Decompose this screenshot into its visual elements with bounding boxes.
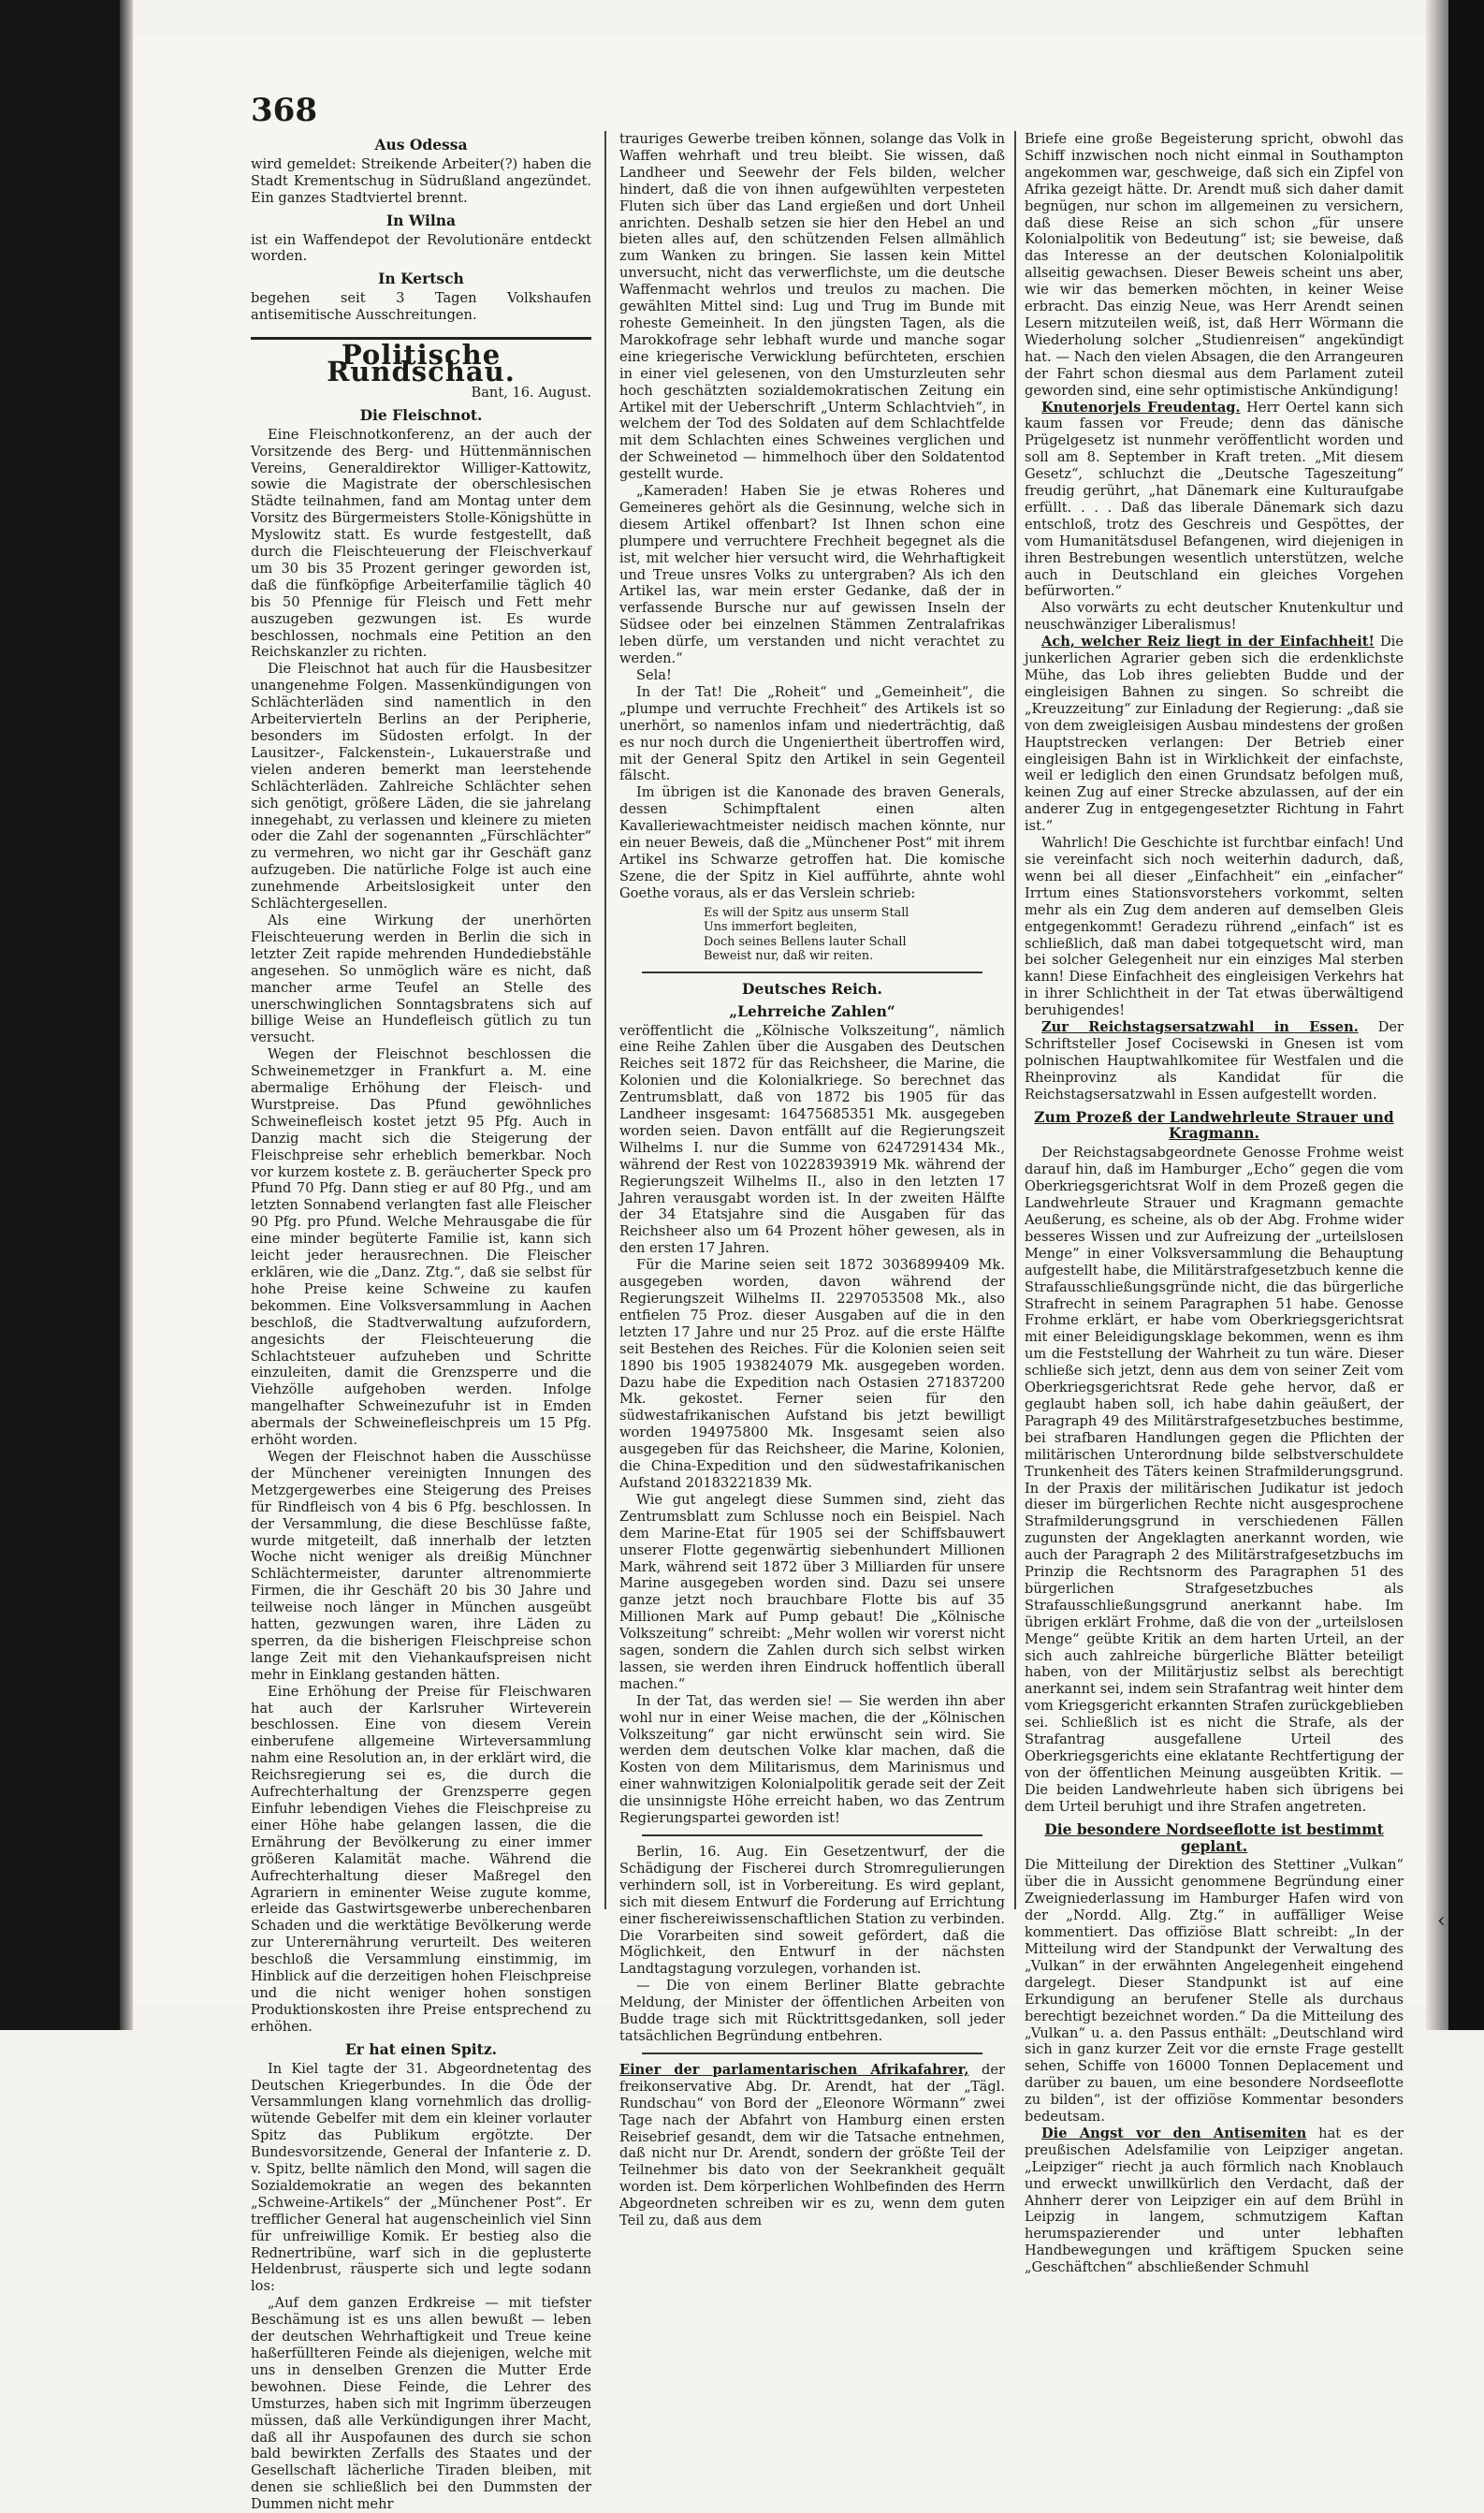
page-number: 368 — [251, 92, 317, 129]
paragraph: „Kameraden! Haben Sie je etwas Roheres und Gemeineres gehört als die Gesinnung, welche sich in diesem Artikel offenbart? Ist Ihnen schon eine plumpere und verruchtere Frechheit begegnet als die ist, mit welcher hier versucht wird, die Wehrhaftigkeit und Treue unsres Volks zu untergraben? Als ich den Artikel las, war mein erster Gedanke, daß der in verfassende Bursche nur auf gewissen Inseln der Südsee oder bei einzelnen Stämmen Zentralafrikas leben dürfe, um verstanden und nicht verachtet zu werden.“ — [619, 483, 1005, 667]
heading-knutenorjels: Knutenorjels Freudentag. — [1041, 399, 1241, 416]
paragraph: Für die Marine seien seit 1872 3036899409 Mk. ausgegeben worden, davon während der Regierungszeit Wilhelms II. 2297053508 Mk., also entfielen 75 Proz. dieser Ausgaben auf die in den letzten 17 Jahre und nur 25 Proz. auf die erste Hälfte seit Bestehen des Reiches. Für die Kolonien seien seit 1890 bis 1905 193824079 Mk. ausgegeben worden. Dazu habe die Expedition nach Ostasien 271837200 Mk. gekostet. Ferner seien für den südwestafrikanischen Aufstand bis jetzt bewilligt worden 194975800 Mk. Insgesamt seien also ausgegeben für das Reichsheer, die Marine, Kolonien, die China-Expedition und den südwestafrikanischen Aufstand 20183221839 Mk. — [619, 1257, 1005, 1491]
paragraph: Wegen der Fleischnot haben die Ausschüsse der Münchener vereinigten Innungen des Metzgergewerbes eine Steigerung des Preises für Rindfleisch von 4 bis 6 Pfg. beschlossen. In der Versammlung, die diese Beschlüsse faßte, wurde mitgeteilt, daß innerhalb der letzten Woche nicht weniger als dreißig Münchner Schlächtermeister, darunter altrenommierte Firmen, die ihr Geschäft 20 bis 30 Jahre und teilweise noch länger in München ausgeübt hatten, gezwungen waren, ihre Läden zu sperren, da die bisherigen Fleischpreise schon lange Zeit mit den Viehankaufspreisen nicht mehr in Einklang gestanden hätten. — [251, 1448, 591, 1683]
paragraph: ist ein Waffendepot der Revolutionäre entdeckt worden. — [251, 231, 591, 265]
heading-afrikafahrer: Einer der parlamentarischen Afrikafahrer, — [619, 2061, 969, 2078]
paragraph: Berlin, 16. Aug. Ein Gesetzentwurf, der die Schädigung der Fischerei durch Stromregulierungen verhindern soll, ist in Vorbereitung. Es wird geplant, sich mit diesem Entwurf die Forderung auf Errichtung einer fischereiwissenschaftlichen Station zu verbinden. Die Vorarbeiten sind soweit gefördert, daß die Möglichkeit, den Entwurf in der nächsten Landtagstagung vorzulegen, vorhanden ist. — [619, 1844, 1005, 1978]
heading-antisemiten: Die Angst vor den Antisemiten — [1041, 2125, 1307, 2141]
paragraph: hat es der preußischen Adelsfamilie von Leipziger angetan. „Leipziger“ riecht ja auch förmlich nach Knoblauch und erweckt unwillkürlich den Verdacht, daß der Ahnherr derer von Leipziger ein auf dem Brühl in Leipzig in langem, schmutzigem Kaftan herumspazierender und unter lebhaften Handbewegungen und kräftigem Spucken seine „Geschäftchen“ abschließender Schmuhl — [1025, 2125, 1404, 2276]
heading-reichstagsersatzwahl: Zur Reichstagsersatzwahl in Essen. — [1041, 1019, 1359, 1036]
heading-deutsches-reich: Deutsches Reich. — [742, 979, 882, 998]
column-1 — [251, 131, 591, 2513]
heading-odessa: Aus Odessa — [374, 136, 468, 153]
page-right-edge — [1426, 0, 1448, 2030]
heading-einfachheit: Ach, welcher Reiz liegt in der Einfachheit! — [1041, 634, 1375, 650]
heading-prozess: Zum Prozeß der Landwehrleute Strauer und Kragmann. — [1034, 1107, 1394, 1143]
separator — [642, 1834, 982, 1836]
paragraph: Die Mitteilung der Direktion des Stettiner „Vulkan“ über die in Aussicht genommene Begründung einer Zweigniederlassung im Hamburger Hafen wird von der „Nordd. Allg. Ztg.“ in auffälliger Weise kommentiert. Das offiziöse Blatt schreibt: „In der Mitteilung wird der Standpunkt der Verwaltung des „Vulkan“ in der erwähnten Angelegenheit eingehend dargelegt. Dieser Standpunkt ist auf eine Erkundigung an berufener Stelle als durchaus berechtigt bezeichnet worden.“ Da die Mitteilung des „Vulkan“ u. a. den Passus enthält: „Deutschland wird sich in ganz kurzer Zeit vor die ernste Frage gestellt sehen, Schiffe von 16000 Tonnen Deplacement und darüber zu bauen, um eine besondere Nordseeflotte zu bilden“, ist der offiziöse Kommentar besonders bedeutsam. — [1025, 1857, 1404, 2126]
paragraph: Eine Fleischnotkonferenz, an der auch der Vorsitzende des Berg- und Hüttenmännischen Vereins, Generaldirektor Williger-Kattowitz, sowie die Magistrate der oberschlesischen Städte teilnahmen, fand am Montag unter dem Vorsitz des Bürgermeisters Stolle-Königshütte in Myslowitz statt. Es wurde festgestellt, daß durch die Fleischteuerung der Fleischverkauf um 30 bis 35 Prozent geringer geworden ist, daß die fünfköpfige Arbeiterfamilie täglich 40 bis 50 Pfennige für Fleisch und Fett mehr auszugeben gezwungen ist. Es wurde beschlossen, nochmals eine Petition an den Reichskanzler zu richten. — [251, 426, 591, 661]
paragraph: In der Tat! Die „Roheit“ und „Gemeinheit“, die „plumpe und verruchte Frechheit“ des Artikels ist so unerhört, so namenlos infam und niederträchtig, daß es nur noch durch die Ungeniertheit übertroffen wird, mit der General Spitz den Artikel in sein Gegenteil fälscht. — [619, 683, 1005, 784]
margin-mark: ‹ — [1437, 1909, 1446, 1933]
paragraph: wird gemeldet: Streikende Arbeiter(?) haben die Stadt Krementschug in Südrußland angezündet. Ein ganzes Stadtviertel brennt. — [251, 155, 591, 206]
paragraph: Wie gut angelegt diese Summen sind, zieht das Zentrumsblatt zum Schlusse noch ein Beispiel. Nach dem Marine-Etat für 1905 sei der Schiffsbauwert unserer Flotte gegenwärtig siebenhundert Millionen Mark, während seit 1872 über 3 Milliarden für unsere Marine ausgegeben worden sind. Dazu sei unsere ganze jetzt noch brauchbare Flotte bis auf 35 Millionen Mark auf Pump gebaut! Die „Kölnische Volkszeitung“ schreibt: „Mehr wollen wir vorerst nicht sagen, sondern die Zahlen durch sich selbst wirken lassen, sie werden ihren Eindruck hoffentlich überall machen.“ — [619, 1491, 1005, 1692]
paragraph: Die Fleischnot hat auch für die Hausbesitzer unangenehme Folgen. Massenkündigungen von Schlächterläden sind namentlich in den Arbeitervierteln Berlins an der Peripherie, besonders im Südosten erfolgt. In der Lausitzer-, Falckenstein-, Lukauerstraße und vielen anderen bemerkt man leerstehende Schlächterläden. Zahlreiche Schlächter sehen sich genötigt, größere Läden, die sie jahrelang innegehabt, zu verlassen und kleinere zu mieten oder die Zahl der sogenannten „Fürschlächter“ zu vermehren, wo nicht gar ihr Geschäft ganz aufzugeben. Die natürliche Folge ist auch eine zunehmende Arbeitslosigkeit unter den Schlächtergesellen. — [251, 661, 591, 913]
paragraph: Als eine Wirkung der unerhörten Fleischteuerung werden in Berlin die sich in letzter Zeit rapide mehrenden Hundediebstähle angesehen. So unmöglich wäre es nicht, daß mancher arme Teufel an Stelle des unerschwinglichen Sonntagsbratens sich auf billige Weise an Hundefleisch gütlich zu tun versucht. — [251, 912, 591, 1046]
heading-fleischnot: Die Fleischnot. — [359, 405, 483, 424]
heading-lehrreiche-zahlen: „Lehrreiche Zahlen“ — [729, 1001, 895, 1020]
section-title: Politische Rundschau. — [251, 337, 591, 381]
heading-spitz: Er hat einen Spitz. — [344, 2039, 498, 2058]
binding-edge — [120, 0, 133, 2030]
paragraph: der freikonservative Abg. Dr. Arendt, hat der „Tägl. Rundschau“ von Bord der „Eleonore Wörmann“ zwei Tage nach der Abfahrt von Hamburg einen ersten Reisebrief gesandt, dem wir die Tatsache entnehmen, daß nicht nur Dr. Arendt, sondern der größte Teil der Teilnehmer bis dato von der Seekrankheit gequält worden ist. Dem körperlichen Wohlbefinden des Herrn Abgeordneten schreiben wir es zu, wenn dem guten Teil zu, daß aus dem — [619, 2061, 1005, 2229]
paragraph: Im übrigen ist die Kanonade des braven Generals, dessen Schimpftalent einen alten Kavalleriewachtmeister neidisch machen könnte, nur ein neuer Beweis, daß die „Münchener Post“ mit ihrem Artikel ins Schwarze getroffen hat. Die komische Szene, die der Spitz in Kiel aufführte, ahnte wohl Goethe voraus, als er das Verslein schrieb: — [619, 784, 1005, 901]
paragraph: Briefe eine große Begeisterung spricht, obwohl das Schiff inzwischen noch nicht einmal in Southampton angekommen war, geschweige, daß sich ein Zipfel von Afrika gezeigt hätte. Dr. Arendt muß sich daher damit begnügen, nur schon im allgemeinen zu versichern, daß diese Reise an sich schon „für unsere Kolonialpolitik von Bedeutung“ ist; sie beweise, daß das Interesse an der deutschen Kolonialpolitik allseitig gewachsen. Dieser Beweis scheint uns aber, wie wir das bemerken möchten, in keiner Weise erbracht. Das einzig Neue, was Herr Arendt seinen Lesern mitzuteilen weiß, ist, daß Herr Wörmann die Wiederholung solcher „Studienreisen“ angekündigt hat. — Nach den vielen Absagen, die den Arrangeuren der Fahrt schon diesmal aus dem Parlament zuteil geworden sind, eine sehr optimistische Ankündigung! — [1025, 131, 1404, 399]
paragraph: „Auf dem ganzen Erdkreise — mit tiefster Beschämung ist es uns allen bewußt — leben der deutschen Wehrhaftigkeit und Treue keine haßerfüllteren Feinde als diejenigen, welche mit uns in denselben Grenzen die Mutter Erde bewohnen. Diese Feinde, die Lehrer des Umsturzes, haben sich mit Ingrimm überzeugen müssen, daß alle Verkündigungen ihrer Macht, daß all ihr Auspofaunen des durch sie schon bald bewirkten Zerfalls des Staates und der Gesellschaft lächerliche Tiraden bleiben, mit denen sie schließlich bei den Dummsten der Dummen nicht mehr — [251, 2295, 591, 2513]
book-binding — [0, 0, 120, 2030]
paragraph: Wegen der Fleischnot beschlossen die Schweinemetzger in Frankfurt a. M. eine abermalige Erhöhung der Fleisch- und Wurstpreise. Das Pfund gewöhnliches Schweinefleisch kostet jetzt 95 Pfg. Auch in Danzig macht sich die Steigerung der Fleischpreise sehr erheblich bemerkbar. Noch vor kurzem kostete z. B. geräucherter Speck pro Pfund 70 Pfg. Dann stieg er auf 80 Pfg., und am letzten Sonnabend verlangten fast alle Fleischer 90 Pfg. pro Pfund. Welche Mehrausgabe die für eine minder begüterte Familie ist, kann sich leicht jeder herausrechnen. Die Fleischer erklären, wie die „Danz. Ztg.“, daß sie selbst für hohe Preise keine Schweine zu kaufen bekommen. Eine Volksversammlung in Aachen beschloß, die Stadtverwaltung aufzufordern, angesichts der Fleischteuerung die Schlachtsteuer aufzuheben und Schritte einzuleiten, damit die Grenzsperre und die Viehzölle aufgehoben werden. Infolge mangelhafter Schweinezufuhr ist in Emden abermals der Schweinefleischpreis um 15 Pfg. erhöht worden. — [251, 1046, 591, 1449]
scan-border — [1448, 0, 1484, 2030]
heading-wilna: In Wilna — [386, 211, 457, 229]
paragraph: Die junkerlichen Agrarier geben sich die erdenklichste Mühe, das Lob ihres geliebten Budde und der eingleisigen Bahnen zu singen. So schreibt die „Kreuzzeitung“ zur Einladung der Regierung: „daß sie von dem zweigleisigen Ausbau mindestens der großen Hauptstrecken verlangen: Der Betrieb einer eingleisigen Bahn ist in Wirklichkeit der einfachste, weil er lediglich den einen Grundsatz befolgen muß, keinen Zug auf einer Strecke abzulassen, auf der ein anderer Zug in entgegengesetzter Richtung in Fahrt ist.“ — [1025, 634, 1404, 835]
paragraph: trauriges Gewerbe treiben können, solange das Volk in Waffen wehrhaft und treu bleibt. Sie wissen, daß Landheer und Seewehr der Fels bilden, welcher hindert, daß die von ihnen aufgewühlten verpesteten Fluten sich über das Land ergießen und dort Unheil anrichten. Deshalb setzen sie hier den Hebel an und bieten alles auf, den schützenden Felsen allmählich zum Wanken zu bringen. Sie lassen kein Mittel unversucht, nicht das verwerflichste, um die deutsche Waffenmacht wehrlos und treulos zu machen. Die gewählten Mittel sind: Lug und Trug im Bunde mit roheste Gemeinheit. In den jüngsten Tagen, als die Marokkofrage sehr lebhaft wurde und manche sogar eine kriegerische Verwicklung befürchteten, erschien in einer viel gelesenen, von den Umsturzleuten sehr hoch geschätzten sozialdemokratischen Zeitung ein Artikel mit der Ueberschrift „Unterm Schlachtvieh“, in welchem der Tod des Soldaten auf dem Schlachtfelde mit dem Schlachten eines Schweines verglichen und der Schweinetod — himmelhoch über den Soldatentod gestellt wurde. — [619, 131, 1005, 483]
paragraph: Herr Oertel kann sich kaum fassen vor Freude; denn das dänische Prügelgesetz ist nunmehr veröffentlicht worden und soll am 8. September in Kraft treten. „Mit diesem Gesetz“, schluchzt die „Deutsche Tageszeitung“ freudig gerührt, „hat Dänemark eine Kulturaufgabe erfüllt. . . . Daß das liberale Dänemark sich dazu entschloß, trotz des Geschreis und Gespöttes, der vom Humanitätsdusel Befangenen, wird diejenigen in ihren Bestrebungen wesentlich unterstützen, welche auch in Deutschland ein gleiches Vorgehen befürworten.“ — [1025, 399, 1404, 600]
column-3 — [1025, 131, 1404, 2276]
verse-line: Uns immerfort begleiten, — [704, 920, 858, 935]
separator — [642, 2053, 982, 2054]
column-2 — [619, 131, 1005, 2229]
paragraph: Sela! — [636, 667, 672, 683]
paragraph: Der Schriftsteller Josef Cocisewski in Gnesen ist vom polnischen Hauptwahlkomitee für Westfalen und die Rheinprovinz als Kandidat für die Reichstagsersatzwahl in Essen aufgestellt worden. — [1025, 1019, 1404, 1103]
paragraph: In Kiel tagte der 31. Abgeordnetentag des Deutschen Kriegerbundes. In die Öde der Versammlungen klang vornehmlich das drollig-wütende Gebelfer mit dem ein kleiner vorlauter Spitz das Publikum ergötzte. Der Bundesvorsitzende, General der Infanterie z. D. v. Spitz, bellte nämlich den Mond, will sagen die Sozialdemokratie an wegen des bekannten „Schweine-Artikels“ der „Münchener Post“. Er trefflicher General hat augenscheinlich viel Sinn für unfreiwillige Komik. Er bestieg also die Rednertribüne, warf sich in die geplusterte Heldenbrust, räusperte sich und legte sodann los: — [251, 2060, 591, 2295]
verse-line: Beweist nur, daß wir reiten. — [704, 949, 874, 964]
verse-line: Es will der Spitz aus unserm Stall — [704, 905, 909, 920]
paragraph: Wahrlich! Die Geschichte ist furchtbar einfach! Und sie vereinfacht sich noch weiterhin dadurch, daß, wenn bei all dieser „Einfachheit“ ein „einfacher“ Irrtum eines Stationsvorstehers vorkommt, selten mehr als ein Zug dem anderen auf demselben Gleis entgegenkommt! Geradezu rührend „einfach“ ist es schließlich, daß man dabei totgequetscht wird, man bei solcher Gelegenheit nur ein einziges Mal sterben kann! Diese Einfachheit des eingleisigen Verkehrs hat in ihrer Schlichtheit in der Tat etwas überwältigend beruhigendes! — [1025, 835, 1404, 1019]
separator — [642, 972, 982, 973]
verse-line: Doch seines Bellens lauter Schall — [704, 934, 907, 949]
verse — [619, 906, 1005, 964]
paragraph: Also vorwärts zu echt deutscher Knutenkultur und neuschwänziger Liberalismus! — [1025, 600, 1404, 634]
column-rule — [1014, 131, 1016, 1909]
column-rule — [604, 131, 606, 1909]
paragraph: veröffentlicht die „Kölnische Volkszeitung“, nämlich eine Reihe Zahlen über die Ausgaben des Deutschen Reiches seit 1872 für das Reichsheer, die Marine, die Kolonien und die Kolonialkriege. So berechnet das Zentrumsblatt, daß von 1872 bis 1905 für das Landheer insgesamt: 16475685351 Mk. ausgegeben worden seien. Davon entfällt auf die Regierungszeit Wilhelms I. nur die Summe von 6247291434 Mk., während der Rest von 10228393919 Mk. während der Regierungszeit Wilhelms II., also in den letzten 17 Jahren verausgabt worden ist. In der zweiten Hälfte der 34 Etatsjahre sind die Ausgaben für das Reichsheer also um 64 Prozent höher gewesen, als in den ersten 17 Jahren. — [619, 1022, 1005, 1257]
dateline: Bant, 16. August. — [471, 384, 591, 401]
paragraph: Der Reichstagsabgeordnete Genosse Frohme weist darauf hin, daß im Hamburger „Echo“ gegen die vom Oberkriegsgerichtsrat Wolf in dem Prozeß gegen die Landwehrleute Strauer und Kragmann gemachte Aeußerung, es scheine, als ob der Abg. Frohme wider besseres Wissen und zur Aufreizung der „urteilslosen Menge“ in einer Volksversammlung die Behauptung aufgestellt habe, die Militärstrafgesetzbuch kenne die Strafausschließungsgründe nicht, die das bürgerliche Strafrecht in seinem Paragraphen 51 habe. Genosse Frohme erklärt, er habe vom Oberkriegsgerichtsrat mit einer Beleidigungsklage bekommen, wenn es ihm um die Feststellung der Wahrheit zu tun wäre. Dieser schließe sich jetzt, denn aus dem von seiner Zeit vom Oberkriegsgerichtsrat Rede gehe hervor, daß er geglaubt haben soll, ich habe dahin geäußert, der Paragraph 49 des Militärstrafgesetzbuches bestimme, bei strafbaren Handlungen gegen die Pflichten der militärischen Unterordnung bilde selbstverschuldete Trunkenheit des Täters keinen Strafmilderungsgrund. In der Praxis der militärischen Judikatur ist jedoch dieser im bürgerlichen Rechte nicht ausgesprochene Strafmilderungsgrund in verschiedenen Fällen zugunsten der Angeklagten anerkannt worden, wie auch der Paragraph 2 des Militärstrafgesetzbuchs im Prinzip die Rechtsnorm des Paragraphen 51 des bürgerlichen Strafgesetzbuches als Strafausschließungsgrund anerkannt habe. Im übrigen erklärt Frohme, daß die von der „urteilslosen Menge“ geübte Kritik an dem harten Urteil, an der sich auch zahlreiche bürgerliche Blätter beteiligt haben, von der Militärjustiz selbst als berechtigt anerkannt sei, indem sein Strafantrag weit hinter dem vom Kriegsgericht erkannten Strafen zurückgeblieben sei. Schließlich ist es nicht die Strafe, als der Strafantrag ausgefallene Urteil des Oberkriegsgerichts eine eklatante Rechtfertigung der von der öffentlichen Meinung ausgeübten Kritik. — Die beiden Landwehrleute haben sich übrigens bei dem Urteil beruhigt und ihre Strafen angetreten. — [1025, 1145, 1404, 1815]
paragraph: begehen seit 3 Tagen Volkshaufen antisemitische Ausschreitungen. — [251, 290, 591, 324]
heading-nordseeflotte: Die besondere Nordseeflotte ist bestimmt geplant. — [1044, 1819, 1384, 1855]
paragraph: Eine Erhöhung der Preise für Fleischwaren hat auch der Karlsruher Wirteverein beschlossen. Eine von diesem Verein einberufene allgemeine Wirteversammlung nahm eine Resolution an, in der erklärt wird, die Reichsregierung sei es, die durch die Aufrechterhaltung der Grenzsperre gegen Einfuhr lebendigen Viehes die Fleischpreise zu einer Höhe habe gelangen lassen, die die Ernährung der Bevölkerung zu einer immer größeren Kalamität mache. Während die Aufrechterhaltung dieser Maßregel den Agrariern in eminenter Weise zugute komme, erleide das Gastwirtsgewerbe unberechenbaren Schaden und die werktätige Bevölkerung werde zur Unterernährung verurteilt. Des weiteren beschloß die Versammlung einstimmig, im Hinblick auf die derzeitigen hohen Fleischpreise und die nicht weniger hohen sonstigen Produktionskosten ihre Preise entsprechend zu erhöhen. — [251, 1683, 591, 2035]
paragraph: In der Tat, das werden sie! — Sie werden ihn aber wohl nur in einer Weise machen, die der „Kölnischen Volkszeitung“ gar nicht erwünscht sein wird. Sie werden dem deutschen Volke klar machen, daß die Kosten von dem Militarismus, dem Marinismus und einer wahnwitzigen Kolonialpolitik gerade seit der Zeit die unsinnigste Höhe erreicht haben, wo das Zentrum Regierungspartei geworden ist! — [619, 1692, 1005, 1827]
heading-kertsch: In Kertsch — [378, 270, 464, 288]
paragraph: — Die von einem Berliner Blatte gebrachte Meldung, der Minister der öffentlichen Arbeiten von Budde trage sich mit Rücktrittsgedanken, soll jeder tatsächlichen Begründung entbehren. — [619, 1978, 1005, 2044]
